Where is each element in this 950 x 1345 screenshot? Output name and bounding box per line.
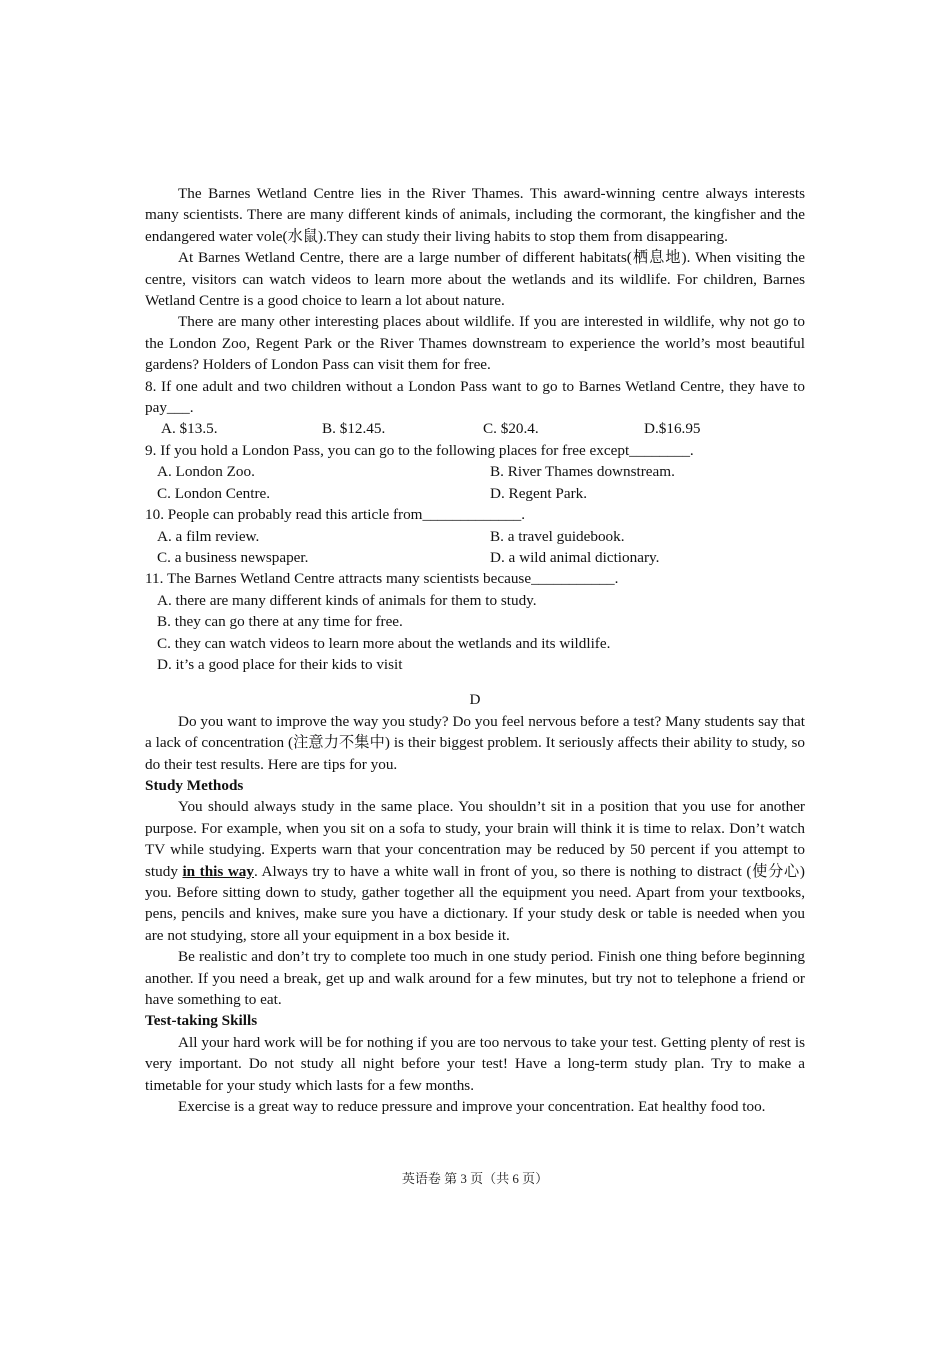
- test-skills-paragraph-2: Exercise is a great way to reduce pressure and improve your concentration. Eat healthy food too.: [178, 1098, 766, 1116]
- question-11-option-b: B. they can go there at any time for free.: [157, 613, 403, 631]
- question-10-option-c: C. a business newspaper.: [157, 548, 309, 566]
- passage-d-intro: Do you want to improve the way you study? Do you feel nervous before a test? Many students say that a lack of concentration (注意力不集中) is their biggest problem. It seriously affects their ability to study, so do their test results. Here are tips for you.: [145, 712, 805, 773]
- question-8-option-b: B. $12.45.: [322, 420, 386, 438]
- page-content: [145, 183, 805, 1117]
- heading-test-taking-skills: Test-taking Skills: [145, 1012, 258, 1030]
- question-8-option-d: D.$16.95: [644, 420, 701, 438]
- passage-c-paragraph-2: At Barnes Wetland Centre, there are a large number of different habitats(栖息地). When visiting the centre, visitors can watch videos to learn more about the wetlands and its wildlife. For children, Barnes Wetland Centre is a good choice to learn a lot about nature.: [145, 249, 805, 310]
- question-9-option-b: B. River Thames downstream.: [490, 463, 675, 481]
- question-11-option-d: D. it’s a good place for their kids to visit: [157, 655, 403, 673]
- passage-c-paragraph-1: The Barnes Wetland Centre lies in the River Thames. This award-winning centre always interests many scientists. There are many different kinds of animals, including the cormorant, the kingfisher and the endangered water vole(水鼠).They can study their living habits to stop them from disappearing.: [145, 185, 805, 245]
- question-10-stem: 10. People can probably read this article from_____________.: [145, 506, 526, 524]
- question-8-option-a: A. $13.5.: [161, 420, 218, 438]
- question-10-option-b: B. a travel guidebook.: [490, 527, 625, 545]
- question-11-option-a: A. there are many different kinds of animals for them to study.: [157, 591, 537, 609]
- underlined-phrase: in this way: [182, 862, 254, 880]
- question-10-options-row-2: [157, 547, 805, 568]
- test-skills-paragraph-1: All your hard work will be for nothing if you are too nervous to take your test. Getting plenty of rest is very important. Do not study all night before your test! Have a long-term study plan. Try to make a timetable for your study which lasts for a few months.: [145, 1033, 805, 1094]
- question-10-options-row-1: [157, 526, 805, 547]
- question-10-option-d: D. a wild animal dictionary.: [490, 548, 660, 566]
- question-9-option-d: D. Regent Park.: [490, 484, 588, 502]
- question-10-option-a: A. a film review.: [157, 527, 260, 545]
- question-9-stem: 9. If you hold a London Pass, you can go to the following places for free except________.: [145, 441, 694, 459]
- question-11-option-c: C. they can watch videos to learn more about the wetlands and its wildlife.: [157, 634, 611, 652]
- question-8-option-c: C. $20.4.: [483, 420, 539, 438]
- question-8-stem: 8. If one adult and two children without a London Pass want to go to Barnes Wetland Centre, they have to pay___.: [145, 377, 805, 417]
- study-methods-text-a: You should always study in the same place. You shouldn’t sit in a position that you use for another purpose. For example, when you sit on a sofa to study, your brain will think it is time to relax. Don’t watch TV while studying. Experts warn that your concentration may be reduced by 50 percent if you attempt to study: [145, 798, 805, 880]
- study-methods-text-b: . Always try to have a white wall in front of you, so there is nothing to distract (使分心) you. Before sitting down to study, gather together all the equipment you need. Apart from your textbooks, pens, pencils and knives, make sure you have a dictionary. If your study desk or table is needed when you are not studying, store all your equipment in a box beside it.: [145, 862, 805, 944]
- page-footer: 英语卷 第 3 页（共 6 页）: [401, 1171, 549, 1186]
- question-9-options-row-2: [157, 483, 805, 504]
- question-9-option-a: A. London Zoo.: [157, 463, 255, 481]
- study-methods-paragraph-2: Be realistic and don’t try to complete too much in one study period. Finish one thing before beginning another. If you need a break, get up and walk around for a few minutes, but try not to telephone a friend or have something to eat.: [145, 948, 805, 1009]
- passage-c-paragraph-3: There are many other interesting places about wildlife. If you are interested in wildlife, why not go to the London Zoo, Regent Park or the River Thames downstream to experience the world’s most beautiful gardens? Holders of London Pass can visit them for free.: [145, 313, 805, 374]
- question-9-option-c: C. London Centre.: [157, 484, 271, 502]
- question-9-options-row-1: [157, 461, 805, 482]
- study-methods-paragraph-1: [145, 796, 805, 946]
- question-11-stem: 11. The Barnes Wetland Centre attracts many scientists because___________.: [145, 570, 619, 588]
- heading-study-methods: Study Methods: [145, 776, 244, 794]
- section-label-d: D: [469, 691, 481, 709]
- question-8-options: [161, 418, 805, 439]
